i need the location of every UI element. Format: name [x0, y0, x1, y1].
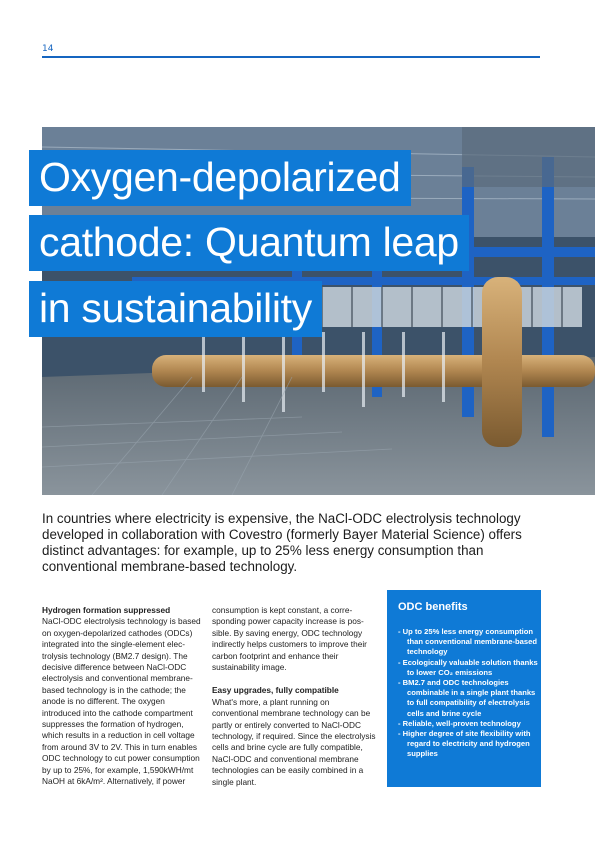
odc-benefits-list — [398, 627, 538, 760]
intro-paragraph: In countries where electricity is expensive, the NaCl-ODC electrolysis technology developed in collaboration with Covestro (formerly Bayer Material Science) offers distinct advantages: for example, up to 25% less energy consumption than conventional membrane-based technology. — [42, 511, 522, 574]
title-line-1: Oxygen-depolarized — [29, 150, 411, 206]
text-column-1 — [42, 605, 202, 788]
odc-benefits-title: ODC benefits — [398, 601, 468, 613]
odc-benefits-box — [387, 590, 541, 787]
benefit-item: - Reliable, well-proven technology — [398, 718, 521, 728]
benefit-item: - Higher degree of site flexibility with regard to electricity and hydrogen supplies — [398, 729, 531, 759]
section-body-hydrogen-continued: consumption is kept constant, a corresponding power capacity increase is possible. By saving energy, ODC technology indirectly helps customers to improve their carbon footprint and enhance their sustainability image. — [212, 605, 367, 673]
section-body-upgrades: What's more, a plant running on conventional membrane technology can be partly or entirely converted to NaCl-ODC technology, if required. Since the electrolysis cells and brine cycle are fully compatible, NaCl-ODC and conventional membrane technologies can be easily combined in a single plant. — [212, 696, 376, 787]
section-body-hydrogen: NaCl-ODC electrolysis technology is based on oxygen-depolarized cathodes (ODCs) integrated into the single-element electrolysis technology (BM2.7 design). The decisive difference between NaCl-ODC electrolysis and conventional membrane-based technology is in the cathode; the anode is no different. The oxygen introduced into the cathode compartment suppresses the formation of hydrogen, which results in a reduction in cell voltage from around 3V to 2V. This in turn enables ODC technology to cut power consumption by up to 25%, for example, 1,590kWH/mt NaOH at 6kA/m². Alternatively, if power — [42, 616, 201, 787]
section-heading-upgrades: Easy upgrades, fully compatible — [212, 685, 339, 696]
title-line-2: cathode: Quantum leap — [29, 215, 469, 271]
text-column-2 — [212, 605, 376, 788]
section-heading-hydrogen: Hydrogen formation suppressed — [42, 605, 171, 615]
top-rule — [42, 56, 540, 58]
benefit-item: - Ecologically valuable solution thanks to lower CO₂ emissions — [398, 657, 538, 677]
benefit-item: - Up to 25% less energy consumption than conventional membrane-based technology — [398, 627, 537, 657]
benefit-item: - BM2.7 and ODC technologies combinable in a single plant thanks to full compatibility of electrolysis cells and brine cycle — [398, 678, 536, 718]
page-number: 14 — [42, 44, 54, 54]
title-line-3: in sustainability — [29, 281, 322, 337]
